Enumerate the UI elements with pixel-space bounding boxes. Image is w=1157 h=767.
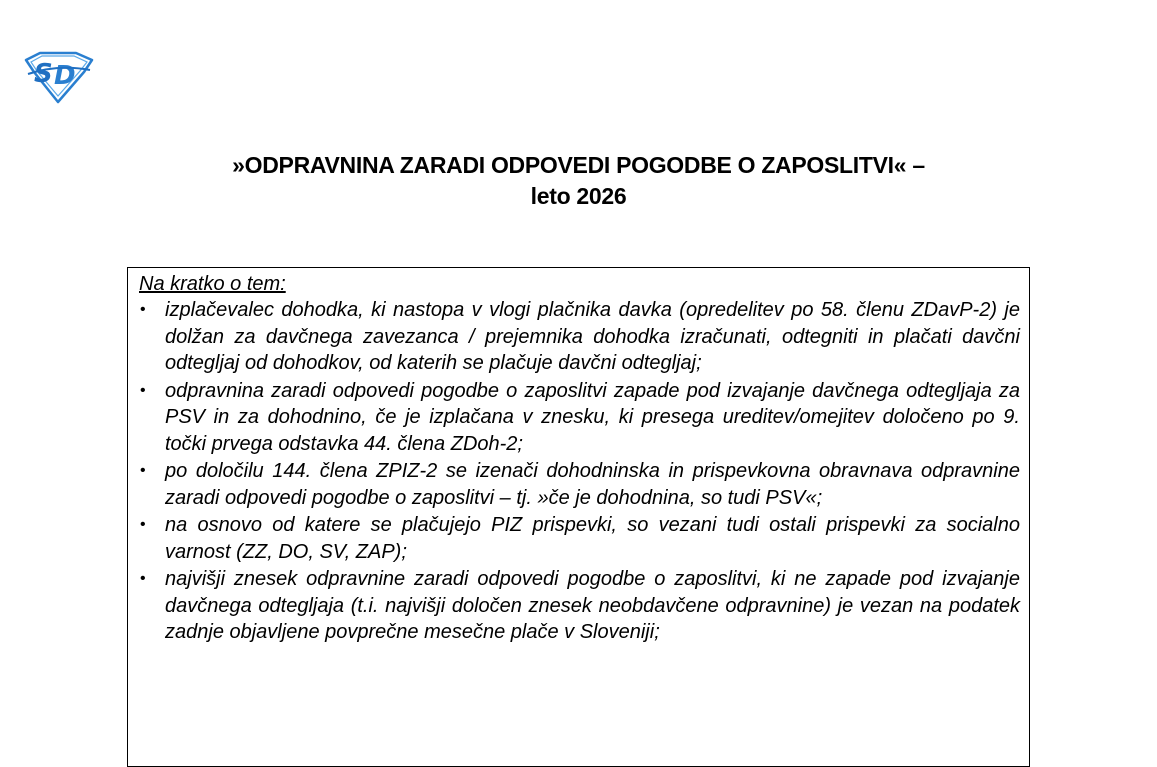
list-item-text: izplačevalec dohodka, ki nastopa v vlogi plačnika davka (opredelitev po 58. členu ZDavP-2) je dolžan za davčnega zavezanca / prejemnika dohodka izračunati, odtegniti in plačati davčni odtegljaj od dohodkov, od katerih se plačuje davčni odtegljaj; <box>165 299 1020 374</box>
bullet-icon: • <box>140 516 146 533</box>
summary-heading: Na kratko o tem: <box>139 273 286 295</box>
list-item <box>128 512 1029 565</box>
document-title-line2: leto 2026 <box>530 183 627 209</box>
svg-text:D: D <box>54 61 76 91</box>
bullet-icon: • <box>140 381 146 399</box>
list-item-text: odpravnina zaradi odpovedi pogodbe o zaposlitvi zapade pod izvajanje davčnega odtegljaja za PSV in za dohodnino, če je izplačana v znesku, ki presega ureditev/omejitev določeno po 9. točki prvega odstavka 44. člena ZDoh-2; <box>165 379 1020 455</box>
shield-sd-logo-icon <box>22 50 96 104</box>
list-item-text: najvišji znesek odpravnine zaradi odpovedi pogodbe o zaposlitvi, ki ne zapade pod izvajanje davčnega odtegljaja (t.i. najvišji določen znesek neobdavčene odpravnine) je vezan na podatek zadnje objavljene povprečne mesečne plače v Sloveniji; <box>165 568 1020 643</box>
list-item <box>128 378 1029 458</box>
list-item <box>128 297 1029 377</box>
bullet-icon: • <box>140 301 146 318</box>
document-title <box>0 150 1157 212</box>
list-item-text: na osnovo od katere se plačujejo PIZ prispevki, so vezani tudi ostali prispevki za socialno varnost (ZZ, DO, SV, ZAP); <box>165 514 1020 563</box>
summary-list <box>128 297 1029 647</box>
bullet-icon: • <box>140 570 146 587</box>
list-item-text: po določilu 144. člena ZPIZ-2 se izenači dohodninska in prispevkovna obravnava odpravnine zaradi odpovedi pogodbe o zaposlitvi – tj. »če je dohodnina, so tudi PSV«; <box>165 460 1020 509</box>
list-item <box>128 458 1029 511</box>
bullet-icon: • <box>140 462 146 479</box>
document-title-line1: »ODPRAVNINA ZARADI ODPOVEDI POGODBE O ZAPOSLITVI« – <box>232 152 925 178</box>
svg-text:S: S <box>34 59 53 89</box>
summary-box <box>127 267 1030 767</box>
list-item <box>128 566 1029 646</box>
